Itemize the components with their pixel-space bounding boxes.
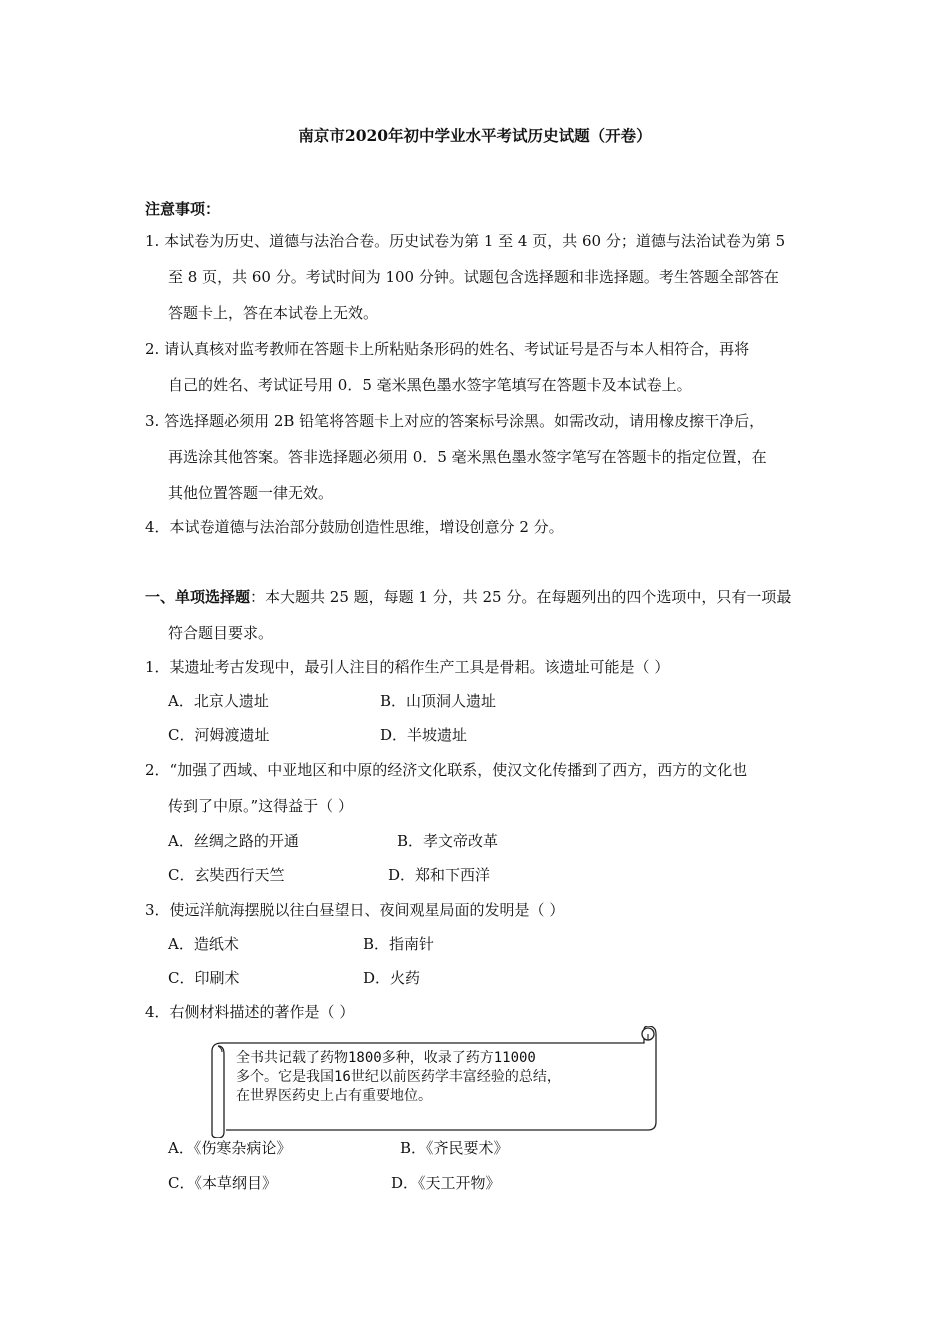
note-line: 其他位置答题一律无效。 <box>168 484 334 502</box>
question-stem: 4．右侧材料描述的著作是（ ） <box>145 1003 355 1021</box>
question-stem: 3．使远洋航海摆脱以往白昼望日、夜间观星局面的发明是（ ） <box>145 901 565 919</box>
option-c: C．玄奘西行天竺 <box>168 866 285 884</box>
section-description: ：本大题共 25 题，每题 1 分，共 25 分。在每题列出的四个选项中，只有一项最 <box>250 588 792 606</box>
option-d: D．《天工开物》 <box>391 1174 501 1192</box>
note-line: 1. 本试卷为历史、道德与法治合卷。历史试卷为第 1 至 4 页，共 60 分；道德与法治试卷为第 5 <box>145 232 786 250</box>
page-title: 南京市2020年初中学业水平考试历史试题（开卷） <box>298 126 652 145</box>
option-a: A．北京人遗址 <box>168 692 269 710</box>
note-line: 3. 答选择题必须用 2B 铅笔将答题卡上对应的答案标号涂黑。如需改动，请用橡皮擦干净后， <box>145 412 765 430</box>
note-line: 2. 请认真核对监考教师在答题卡上所粘贴条形码的姓名、考试证号是否与本人相符合，再将 <box>145 340 750 358</box>
note-line: 至 8 页，共 60 分。考试时间为 100 分钟。试题包含选择题和非选择题。考生答题全部答在 <box>168 268 779 286</box>
notes-heading: 注意事项： <box>145 200 221 218</box>
note-line: 4．本试卷道德与法治部分鼓励创造性思维，增设创意分 2 分。 <box>145 518 564 536</box>
option-c: C．印刷术 <box>168 969 240 987</box>
section-heading <box>145 586 791 607</box>
option-d: D．半坡遗址 <box>380 726 468 744</box>
option-c: C．河姆渡遗址 <box>168 726 270 744</box>
note-line: 答题卡上，答在本试卷上无效。 <box>168 304 379 322</box>
section-title: 一、单项选择题 <box>145 588 251 606</box>
material-text: 全书共记载了药物1800多种，收录了药方11000 多个。它是我国16世纪以前医药学丰富经验的总结， 在世界医药史上占有重要地位。 <box>236 1050 561 1104</box>
option-a: A．丝绸之路的开通 <box>168 832 299 850</box>
option-d: D．郑和下西洋 <box>388 866 491 884</box>
option-a: A．《伤寒杂病论》 <box>168 1139 292 1157</box>
option-a: A．造纸术 <box>168 935 239 953</box>
question-stem: 1．某遗址考古发现中，最引人注目的稻作生产工具是骨耜。该遗址可能是（ ） <box>145 658 670 676</box>
option-c: C．《本草纲目》 <box>168 1174 277 1192</box>
option-b: B．《齐民要术》 <box>400 1139 509 1157</box>
question-stem: 2．“加强了西域、中亚地区和中原的经济文化联系，使汉文化传播到了西方，西方的文化也 <box>145 761 748 779</box>
note-line: 再选涂其他答案。答非选择题必须用 0．5 毫米黑色墨水签字笔写在答题卡的指定位置，在 <box>168 448 767 466</box>
option-b: B．指南针 <box>363 935 435 953</box>
note-line: 自己的姓名、考试证号用 0．5 毫米黑色墨水签字笔填写在答题卡及本试卷上。 <box>168 376 692 394</box>
option-b: B．山顶洞人遗址 <box>380 692 497 710</box>
option-b: B．孝文帝改革 <box>397 832 499 850</box>
section-description-cont: 符合题目要求。 <box>168 624 274 642</box>
option-d: D．火药 <box>363 969 421 987</box>
question-stem: 传到了中原。”这得益于（ ） <box>168 797 353 815</box>
